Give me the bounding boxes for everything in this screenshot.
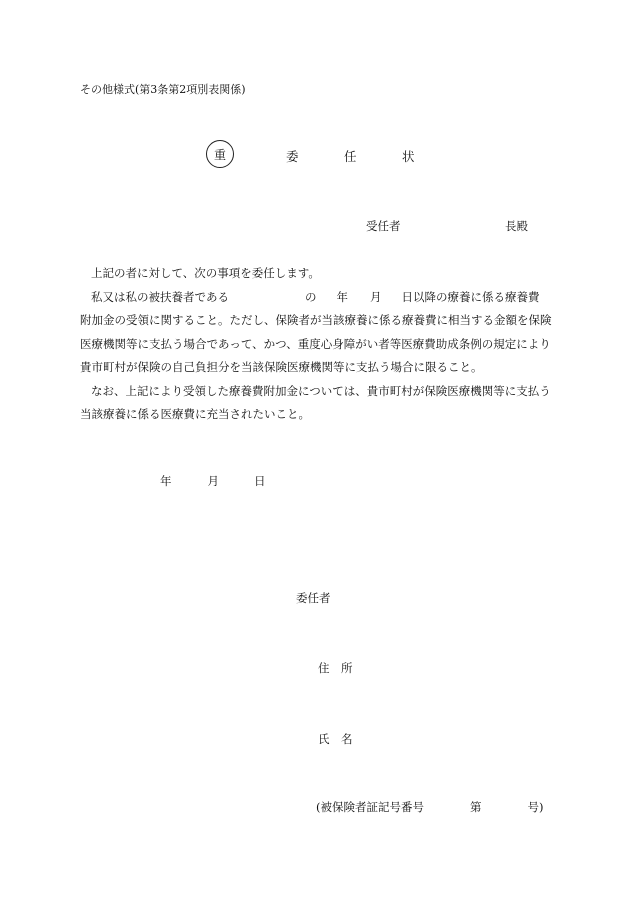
body-line-3: 附加金の受領に関すること。ただし、保険者が当該療養に係る療養費に相当する金額を保険: [80, 313, 552, 327]
title-char-2: 任: [344, 149, 357, 164]
delegator-label: 委任者: [296, 591, 331, 605]
recipient-label: 受任者: [366, 219, 401, 233]
form-reference: その他様式(第3条第2項別表関係): [80, 83, 246, 96]
title-char-1: 委: [286, 149, 299, 164]
body-line-1: 上記の者に対して、次の事項を委任します。: [91, 266, 320, 280]
insured-open: (被保険者証記号番号: [316, 800, 424, 814]
date-day: 日: [254, 474, 266, 488]
recipient-suffix: 長殿: [505, 219, 528, 233]
insured-number-line: [316, 799, 544, 815]
date-year: 年: [160, 474, 172, 488]
circled-character: 重: [206, 140, 234, 168]
date-line: [160, 473, 266, 489]
body-text: [80, 262, 553, 427]
body-line-2: 私又は私の被扶養者である の 年 月 日以降の療養に係る療養費: [91, 289, 540, 304]
body-line-5: 貴市町村が保険の自己負担分を当該保険医療機関等に支払う場合に限ること。: [80, 360, 483, 374]
body-line-4: 医療機関等に支払う場合であって、かつ、重度心身障がい者等医療費助成条例の規定により: [80, 336, 551, 351]
body-line-7: 当該療養に係る医療費に充当されたいこと。: [80, 407, 310, 421]
insured-dai: 第: [470, 800, 482, 814]
body-line-6: なお、上記により受領した療養費附加金については、貴市町村が保険医療機関等に支払う: [91, 383, 551, 398]
name-label: 氏 名: [318, 732, 353, 746]
address-label: 住 所: [318, 661, 353, 675]
insured-gou: 号): [527, 800, 544, 814]
title-char-3: 状: [402, 149, 415, 164]
date-month: 月: [207, 474, 219, 488]
